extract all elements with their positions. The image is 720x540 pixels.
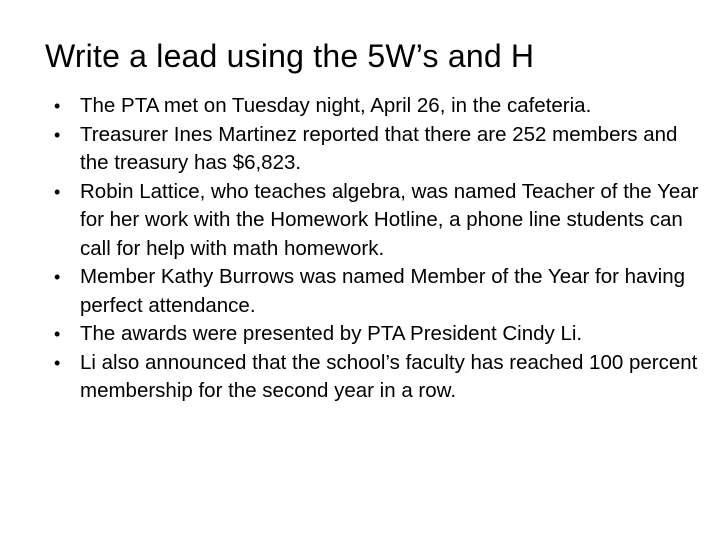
bullet-icon: • xyxy=(54,124,61,145)
bullet-list xyxy=(52,92,702,406)
bullet-text: Li also announced that the school’s faculty has reached 100 percent membership for the second year in a row. xyxy=(80,350,698,402)
bullet-item xyxy=(52,121,702,178)
bullet-icon: • xyxy=(54,181,61,202)
bullet-item xyxy=(52,178,702,264)
bullet-item xyxy=(52,92,702,121)
bullet-icon: • xyxy=(54,96,61,116)
bullet-text: Treasurer Ines Martinez reported that there are 252 members and the treasury has $6,823. xyxy=(80,122,678,174)
bullet-item xyxy=(52,349,702,406)
bullet-text: The awards were presented by PTA President Cindy Li. xyxy=(80,322,583,345)
bullet-text: Robin Lattice, who teaches algebra, was named Teacher of the Year for her work with the Homework Hotline, a phone line students can call for help with math homework. xyxy=(80,179,699,260)
bullet-item xyxy=(52,320,702,349)
bullet-text: Member Kathy Burrows was named Member of the Year for having perfect attendance. xyxy=(80,265,686,317)
bullet-icon: • xyxy=(54,267,61,287)
slide-title: Write a lead using the 5W’s and H xyxy=(45,38,535,74)
bullet-item xyxy=(52,263,702,320)
bullet-text: The PTA met on Tuesday night, April 26, in the cafeteria. xyxy=(80,94,592,117)
bullet-icon: • xyxy=(54,324,61,344)
bullet-icon: • xyxy=(54,352,61,373)
